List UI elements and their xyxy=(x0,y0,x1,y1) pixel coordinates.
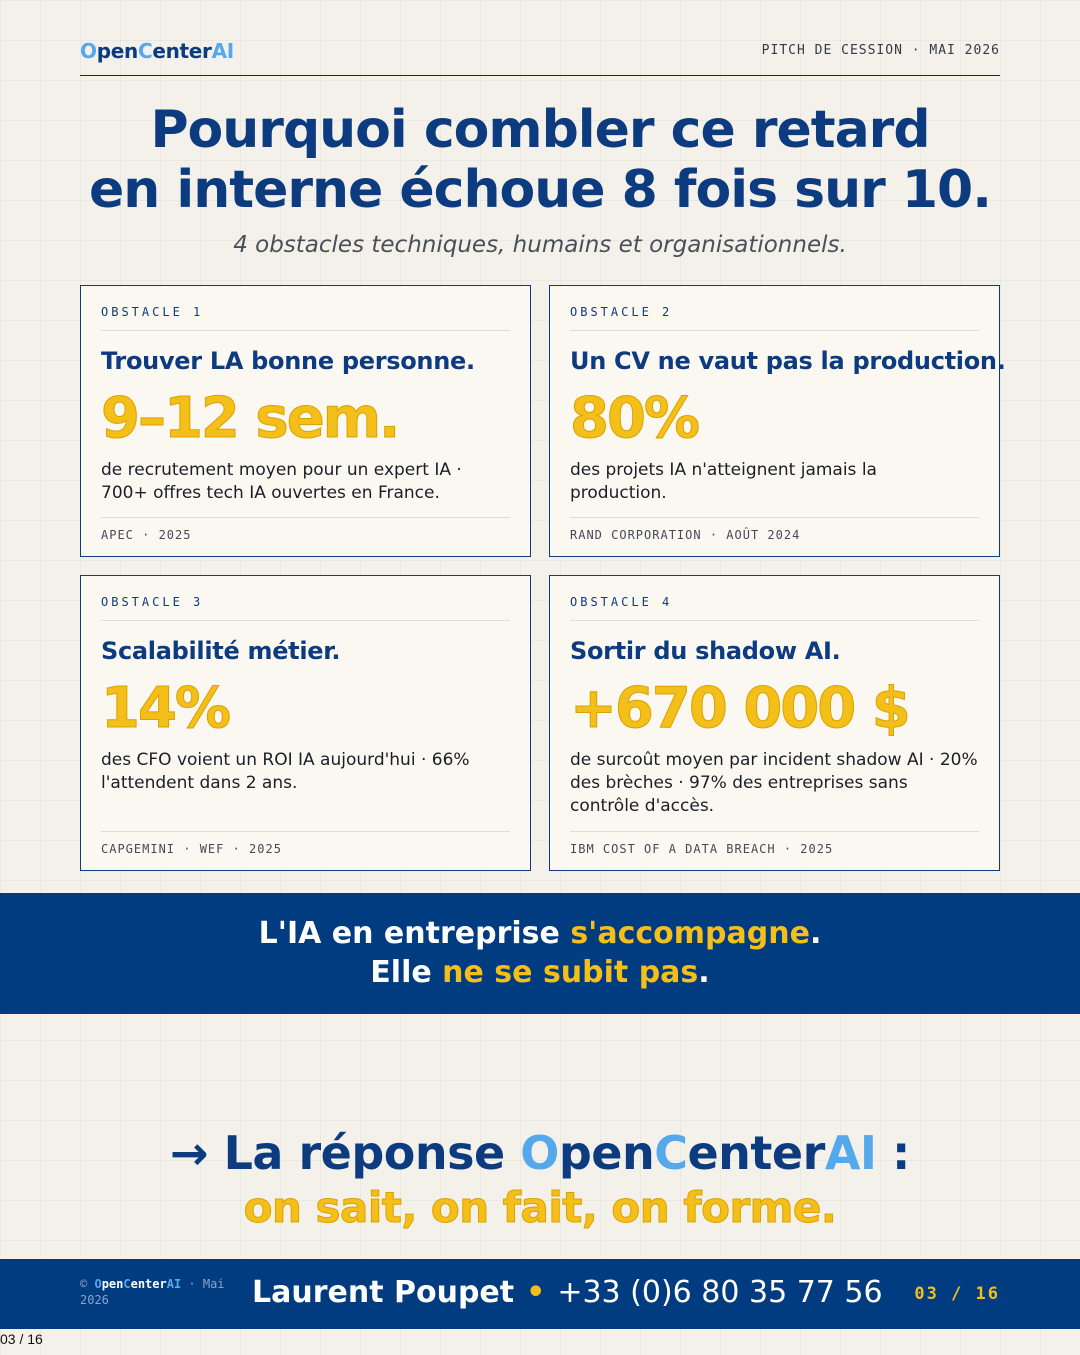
card-tag: OBSTACLE 1 xyxy=(101,286,510,331)
obstacle-card-3 xyxy=(80,575,531,871)
footer-contact xyxy=(252,1275,883,1310)
card-heading: Un CV ne vaut pas la production. xyxy=(570,347,1006,375)
separator-dot: • xyxy=(526,1275,546,1310)
card-heading: Scalabilité métier. xyxy=(101,637,341,665)
footer xyxy=(0,1259,1080,1329)
response-block xyxy=(0,1124,1080,1234)
card-description: des CFO voient un ROI IA aujourd'hui · 66% l'attendent dans 2 ans. xyxy=(101,750,470,793)
header xyxy=(80,30,1000,76)
card-tag: OBSTACLE 2 xyxy=(570,286,979,331)
banner-line-1: L'IA en entreprise s'accompagne. xyxy=(258,916,822,951)
obstacle-card-4 xyxy=(549,575,1000,871)
card-source: CAPGEMINI · WEF · 2025 xyxy=(101,831,510,856)
footer-page-indicator: 03 / 16 xyxy=(914,1284,1000,1304)
page-number: 03 / 16 xyxy=(0,1331,43,1347)
card-source: IBM COST OF A DATA BREACH · 2025 xyxy=(570,831,979,856)
page-subtitle: 4 obstacles techniques, humains et organisationnels. xyxy=(233,232,847,258)
key-message-banner xyxy=(0,893,1080,1014)
response-line-2: on sait, on fait, on forme. xyxy=(243,1183,837,1232)
banner-line-2: Elle ne se subit pas. xyxy=(370,955,710,990)
arrow-right-icon: → xyxy=(170,1126,209,1180)
page-title xyxy=(40,100,1040,220)
contact-phone: +33 (0)6 80 35 77 56 xyxy=(557,1275,883,1310)
card-stat: 80% xyxy=(570,386,699,451)
obstacle-card-1 xyxy=(80,285,531,557)
header-subtitle: PITCH DE CESSION · MAI 2026 xyxy=(761,43,1000,58)
card-stat: 9–12 sem. xyxy=(101,386,399,451)
card-source: RAND CORPORATION · AOÛT 2024 xyxy=(570,517,979,542)
card-description: de surcoût moyen par incident shadow AI · 20% des brèches · 97% des entreprises sans contrôle d'accès. xyxy=(570,750,978,816)
card-heading: Sortir du shadow AI. xyxy=(570,637,841,665)
logo: OpenCenterAI xyxy=(80,38,234,63)
obstacle-card-2 xyxy=(549,285,1006,557)
title-line-1: Pourquoi combler ce retard xyxy=(150,100,930,160)
card-description: de recrutement moyen pour un expert IA · 700+ offres tech IA ouvertes en France. xyxy=(101,460,462,503)
card-source: APEC · 2025 xyxy=(101,517,510,542)
card-tag: OBSTACLE 3 xyxy=(101,576,510,621)
card-heading: Trouver LA bonne personne. xyxy=(101,347,475,375)
card-stat: +670 000 $ xyxy=(570,676,909,741)
card-description: des projets IA n'atteignent jamais la production. xyxy=(570,460,877,503)
card-stat: 14% xyxy=(101,676,230,741)
contact-name: Laurent Poupet xyxy=(252,1275,515,1310)
footer-copyright: © OpenCenterAI · Mai 2026 xyxy=(80,1277,225,1307)
response-line-1: → La réponse OpenCenterAI : xyxy=(170,1126,910,1180)
card-tag: OBSTACLE 4 xyxy=(570,576,979,621)
title-line-2: en interne échoue 8 fois sur 10. xyxy=(89,160,991,220)
